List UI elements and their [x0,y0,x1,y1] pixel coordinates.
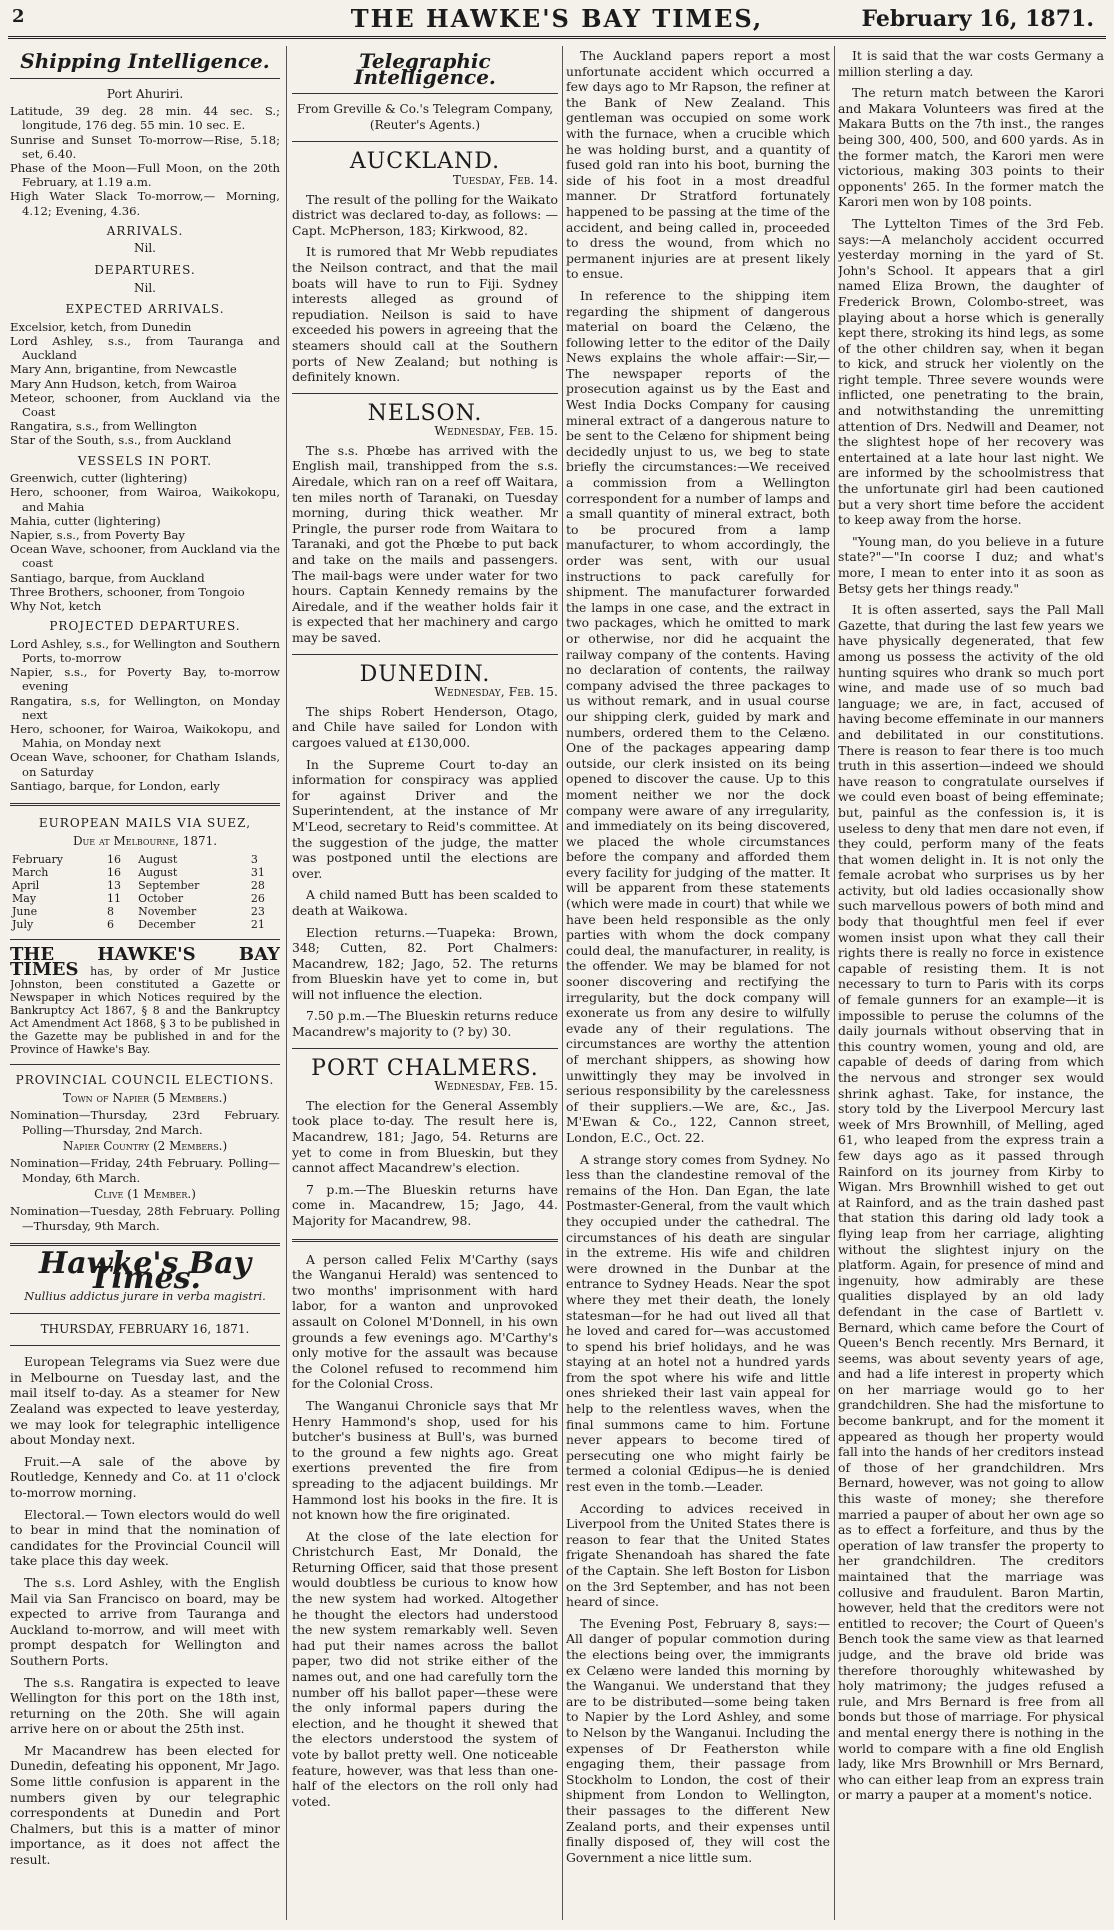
in-port-item: Santiago, barque, from Auckland [10,570,205,585]
dispatch-paragraph: Election returns.—Tuapeka: Brown, 348; Cutten, 82. Port Chalmers: Macandrew, 182; Jago, 52. The returns from Blueskin have yet to come in, but will not influence the election. [292,924,558,1002]
article-paragraph: The Wanganui Chronicle says that Mr Henry Hammond's shop, used for his butcher's business at Bull's, was burned to the ground a few nights ago. Great exertions prevented the fire from spreading to the adjacent buildings. Mr Hammond lost his books in the fire. It is not known how the fire originated. [292,1397,558,1523]
projected-item: Ocean Wave, schooner, for Chatham Islands, on Saturday [10,750,280,779]
projected-item: Santiago, barque, for London, early [10,778,220,793]
column-rule [286,46,287,1920]
table-row [10,853,280,866]
article-paragraph: The s.s. Lord Ashley, with the English Mail via San Francisco on board, may be expected to arrive from Tauranga and Auckland to-morrow, and will meet with prompt despatch for Wellington and Southern Ports. [10,1574,280,1668]
dispatch-date: Tuesday, Feb. 14. [452,171,558,187]
mail-day: 31 [250,866,265,880]
column-rule [834,46,835,1920]
in-port-item: Napier, s.s., from Poverty Bay [10,528,185,543]
notice-title: THE HAWKE'S BAY TIMES [10,944,280,981]
in-port-item: Mahia, cutter (lightering) [10,513,161,528]
departures-heading: DEPARTURES. [94,263,196,277]
mail-month: March [12,866,49,880]
paper-title: THE HAWKE'S BAY TIMES, [350,4,764,33]
election-text: Nomination—Friday, 24th February. Polling—Monday, 6th March. [10,1156,280,1185]
expected-item: Star of the South, s.s., from Auckland [10,433,232,448]
mail-month: June [12,905,38,919]
article-paragraph: At the close of the late election for Christchurch East, Mr Donald, the Returning Officer, said that those present would doubtless be curious to know how the new system had worked. Altogether he thought the electors had understood the new system remarkably well. Seven had put their names across the ballot paper, two did not strike either of the names out, and one had carefully torn the number off his ballot paper—these were the only informal papers during the election, and he thought it shewed that the electors understood the system of vote by ballot pretty well. One noticeable feature, however, was that less than one-half of the electors on the roll only had voted. [292,1528,558,1809]
table-row [10,905,280,918]
dispatch-paragraph: It is rumored that Mr Webb repudiates the Neilson contract, and that the mail boats will have to run to Fiji. Sydney interests alleged as ground of repudiation. Neilson is said to have exceeded his powers in agreeing that the steamers should call at the Southern ports of New Zealand; but nothing is definitely known. [292,244,558,385]
projected-heading: PROJECTED DEPARTURES. [49,619,241,634]
article-paragraph: The Evening Post, February 8, says:—All danger of popular commotion during the elections being over, the immigrants ex Celæno were landed this morning by the Wanganui. We understand that they are to be distributed—some being taken to Napier by the Lord Ashley, and some to Nelson by the Wanganui. Including the expenses of Dr Featherston while engaging them, their passage from Stockholm to London, the cost of their shipment from London to Wellington, their passages to the different New Zealand ports, and their expenses until finally disposed of, they will cost the Government a nice little sum. [566,1615,830,1865]
city-heading: DUNEDIN. [359,661,491,687]
masthead [0,0,1114,40]
table-row [10,866,280,879]
mail-day: 16 [106,866,121,880]
article-paragraph: According to advices received in Liverpool from the United States there is reason to fear that the United States frigate Shenandoah has shared the fate of the Captain. She left Boston for Lisbon on the 3rd September, and has not been heard of since. [566,1500,830,1610]
article-paragraph: A person called Felix M'Carthy (says the Wanganui Herald) was sentenced to two months' imprisonment with hard labor, for a wanton and unprovoked assault on Colonel M'Donnell, in his own grounds a few evenings ago. M'Carthy's only motive for the assault was because the Colonel refused to recommend him for the Colonial Cross. [292,1251,558,1392]
issue-date: February 16, 1871. [861,6,1094,32]
mail-month: July [12,918,34,932]
page-number: 2 [12,6,25,27]
mail-month: September [138,879,200,893]
mail-day: 21 [250,918,265,932]
city-heading: AUCKLAND. [349,149,501,175]
expected-item: Rangatira, s.s., from Wellington [10,419,197,434]
divider [292,654,558,655]
divider [10,1064,280,1065]
divider [10,78,280,79]
elections-heading: PROVINCIAL COUNCIL ELECTIONS. [15,1073,275,1088]
mail-month: October [138,892,184,906]
divider [292,141,558,142]
divider [10,1345,280,1346]
election-text: Nomination—Tuesday, 28th February. Polling—Thursday, 9th March. [10,1204,280,1233]
masthead-rule [8,36,1106,39]
dispatch-paragraph: The election for the General Assembly took place to-day. The result here is, Macandrew, 181; Jago, 54. Returns are yet to come in from Blueskin, but they cannot affect Macandrew's election. [292,1097,558,1176]
port-info: Phase of the Moon—Full Moon, on the 20th February, at 1.19 a.m. [10,161,280,190]
projected-item: Napier, s.s., for Poverty Bay, to-morrow evening [10,665,280,694]
column-rule [562,46,563,1920]
dispatch-paragraph: 7 p.m.—The Blueskin returns have come in. Macandrew, 15; Jago, 44. Majority for Macandrew, 98. [292,1181,558,1228]
divider [292,393,558,394]
column-2 [292,48,558,1920]
article-paragraph: "Young man, do you believe in a future state?"—"In coorse I duz; and what's more, I mean to enter into it as soon as Betsy gets her things ready." [838,533,1104,596]
port-info: High Water Slack To-morrow,— Morning, 4.12; Evening, 4.36. [10,189,280,218]
divider [10,803,280,806]
expected-heading: EXPECTED ARRIVALS. [65,302,225,317]
article-paragraph: The Lyttelton Times of the 3rd Feb. says:—A melancholy accident occurred yesterday morning in the yard of St. John's School. It appears that a girl named Eliza Brown, the daughter of Frederick Brown, Colombo-street, was playing about a horse which is generally kept there, stroking its hind legs, as some of the other children say, when it began to kick, and struck her violently on the right temple. Three severe wounds were inflicted, one penetrating to the brain, and notwithstanding the unremitting attention of Drs. Nedwill and Deamer, not the slightest hope of her recovery was entertained at a late hour last night. We are informed by the schoolmistress that the unfortunate girl had been cautioned but a very short time before the accident to keep away from the horse. [838,215,1104,528]
article-paragraph: In reference to the shipping item regarding the shipment of dangerous material on board the Celæno, the following letter to the editor of the Daily News explains the whole affair:—Sir,—The newspaper reports of the prosecution against us by the East and West India Docks Company for causing mineral extract of a dangerous nature to be sent to the Celæno for shipment being decidedly unjust to us, we beg to state briefly the circumstances:—We received a commission from a Wellington correspondent for a number of lamps and a small quantity of mineral extract, both to be procured from a lamp manufacturer, to whom accordingly, the order was sent, with our usual instructions to pack carefully for shipment. The manufacturer forwarded the lamps in one case, and the extract in two packages, which he omitted to mark or otherwise, nor did he acquaint the railway company of the contents. Having no declaration of contents, the railway company advised the three packages to us without remark, and in usual course our shipping clerk, guided by mark and numbers, ordered them to the Celæno. One of the packages appearing damp outside, our clerk insisted on its being opened to discover the cause. Up to this moment neither we nor the dock company were aware of any irregularity, and immediately on its being discovered, we placed the whole circumstances before the company and afforded them every facility for judging of the matter. It will be apparent from these statements (which were made in court) that while we have been held responsible as the only parties with whom the dock company could deal, the manufacturer, in reality, is the offender. We may be blamed for not sooner discovering and rectifying the irregularity, but the dock company will exonerate us from any desire to wilfully evade any of their regulations. The circumstances are worthy the attention of merchant shippers, as showing how unwittingly they may be involved in serious responsibility by the carelessness of their suppliers.—We are, &c., Jas. M'Ewan & Co., 122, Cannon street, London, E.C., Oct. 22. [566,287,830,1145]
article-paragraph: Electoral.— Town electors would do well to bear in mind that the nomination of candidates for the Provincial Council will take place this day week. [10,1506,280,1569]
dispatch-paragraph: The ships Robert Henderson, Otago, and Chile have sailed for London with cargoes valued at £130,000. [292,703,558,750]
mail-day: 26 [250,892,265,906]
divider [292,1048,558,1049]
dispatch-paragraph: 7.50 p.m.—The Blueskin returns reduce Macandrew's majority to (? by) 30. [292,1008,558,1040]
expected-item: Mary Ann, brigantine, from Newcastle [10,362,237,377]
table-row [10,918,280,931]
column-4 [838,48,1104,1920]
in-port-item: Why Not, ketch [10,599,102,614]
departures-nil: Nil. [134,280,156,295]
mail-month: May [12,892,37,906]
mail-month: February [12,853,63,867]
mail-day: 28 [250,879,265,893]
mail-month: August [138,866,178,880]
dispatch-date: Wednesday, Feb. 15. [434,684,558,700]
article-paragraph: The s.s. Rangatira is expected to leave Wellington for this port on the 18th inst, returning on the 20th. She will again arrive here on or about the 25th inst. [10,1674,280,1737]
divider [292,93,558,94]
divider [10,1313,280,1314]
mail-day: 6 [106,918,114,932]
expected-item: Meteor, schooner, from Auckland via the Coast [10,390,280,419]
mail-day: 16 [106,853,121,867]
table-row [10,879,280,892]
mail-month: April [12,879,40,893]
dispatch-paragraph: The result of the polling for the Waikato district was declared to-day, as follows: — Capt. McPherson, 183; Kirkwood, 82. [292,191,558,238]
dateline: THURSDAY, FEBRUARY 16, 1871. [40,1321,250,1336]
motto: Nullius addictus jurare in verba magistri. [24,1289,266,1304]
mail-day: 8 [106,905,114,919]
port-name: Port Ahuriri. [106,86,184,101]
city-heading: PORT CHALMERS. [311,1055,539,1081]
projected-item: Lord Ashley, s.s., for Wellington and Southern Ports, to-morrow [10,636,280,666]
newspaper-nameplate: Hawke's Bay Times. [38,1245,252,1297]
arrivals-heading: ARRIVALS. [106,223,184,238]
article-paragraph: A strange story comes from Sydney. No less than the clandestine removal of the remains of the Hon. Dan Egan, the late Postmaster-General, from the vault which they occupied under the cathedral. The circumstances of his death are singular in the extreme. His wife and children were drowned in the Dunbar at the entrance to Sydney Heads. Near the spot where they met their death, the lonely statesman—for he had out lived all that he loved and cared for—was accustomed to spend his brief holidays, and he was staying at an hotel not a hundred yards from the spot where his wife and little ones shrieked their last vain appeal for help to the relentless waves, when the final summons came to him. Fortune never appears to become tired of persecuting one who might fairly be termed a colonial Œdipus—he is denied rest even in the tomb.—Leader. [566,1151,830,1495]
mail-day: 23 [250,905,265,919]
expected-item: Lord Ashley, s.s., from Tauranga and Auckland [10,333,280,363]
dispatch-paragraph: The s.s. Phœbe has arrived with the English mail, transhipped from the s.s. Airedale, which ran on a reef off Waitara, ten miles north of Taranaki, on Tuesday morning, during thick weather. Mr Pringle, the purser rode from Waitara to Taranaki, and got the Phœbe to put back and take on the mails and passengers. The mail-bags were under water for two hours. Captain Kennedy remains by the Airedale, and if the weather holds fair it is expected that her machinery and cargo may be saved. [292,442,558,645]
projected-item: Hero, schooner, for Wairoa, Waikokopu, and Mahia, on Monday next [10,722,280,751]
election-title: Town of Napier (5 Members.) [62,1090,228,1105]
article-paragraph: European Telegrams via Suez were due in Melbourne on Tuesday last, and the mail itself to-day. As a steamer for New Zealand was expected to leave yesterday, we may look for telegraphic intelligence about Monday next. [10,1354,280,1448]
dispatch-paragraph: In the Supreme Court to-day an information for conspiracy was applied for against Driver and the Superintendent, at the instance of Mr M'Leod, secretary to Reid's committee. At the suggestion of the judge, the matter was postponed until the elections are over. [292,756,558,881]
article-paragraph: Fruit.—A sale of the above by Routledge, Kennedy and Co. at 11 o'clock to-morrow morning. [10,1453,280,1500]
mails-table [10,853,280,931]
dispatch-date: Wednesday, Feb. 15. [434,423,558,439]
arrivals-nil: Nil. [134,241,156,256]
article-paragraph: The Auckland papers report a most unfortunate accident which occurred a few days ago to Mr Rapson, the refiner at the Bank of New Zealand. This gentleman was occupied on some work with the furnace, when a crucible which he was holding burst, and a quantity of fused gold ran into his boot, burning the side of his foot in a most dreadful manner. Dr Stratford fortunately happened to be passing at the time of the accident, and being called in, proceeded to dress the wound, from which no permanent injuries are at present likely to ensue. [566,48,830,282]
shipping-heading: Shipping Intelligence. [20,49,270,73]
mail-day: 3 [250,853,258,867]
mail-day: 11 [106,892,121,906]
in-port-heading: VESSELS IN PORT. [77,453,213,468]
mail-month: November [138,905,197,919]
article-paragraph: The return match between the Karori and Makara Volunteers was fired at the Makara Butts on the 7th inst., the ranges being 300, 400, 500, and 600 yards. As in the former match, the Karori men were victorious, making 303 points to their opponents' 265. In the former match the Karori men won by 108 points. [838,85,1104,210]
in-port-item: Three Brothers, schooner, from Tongoio [10,584,245,599]
column-3 [566,48,830,1920]
dispatch-paragraph: A child named Butt has been scalded to death at Waikowa. [292,887,558,918]
divider [10,939,280,940]
article-paragraph: It is often asserted, says the Pall Mall Gazette, that during the last few years we have physically degenerated, that few among us possess the activity of the old hunting squires who drank so much port wine, and made use of so much bad language; we are, in fact, accused of having become effeminate in our manners and debilitated in our constitutions. There is reason to fear there is too much truth in this assertion—indeed we should have reason to congratulate ourselves if we could even boast of being effeminate; but, painful as the confession is, it is useless to deny that men dare not even, if they could, perform many of the feats that women delight in. It is not only the female acrobat who surprises us by her activity, but old ladies occasionally show such marvellous powers of both mind and body that thoughtful men feel if ever women insist upon what they call their rights there is really no force in existence capable of resisting them. It is not necessary to turn to Paris with its corps of female gunners for an example—it is impossible to peruse the columns of the daily journals without observing that in this country women, young and old, are capable of deeds of daring from which the nervous and stronger sex would shrink aghast. Take, for instance, the story told by the Liverpool Mercury last week of Mrs Brownhill, of Melling, aged 61, who leaped from the express train a few days ago as it passed through Rainford on its journey from Kirby to Wigan. Mrs Brownhill wished to get out at Rainford, and as the train dashed past that station this daring old lady took a flying leap from her carriage, alighting without the slightest injury on the platform. Again, for presence of mind and ingenuity, how admirably are these qualities displayed by an old lady defendant in the case of Bartlett v. Bernard, which came before the Court of Queen's Bench recently. Mrs Bernard, it seems, was about seventy years of age, and had a life interest in property which on her marriage would go to her grandchildren. She had the misfortune to become bankrupt, and for the moment it appeared as though her property would fall into the hands of her creditors instead of those of her grandchildren. Mrs Bernard, however, was not going to allow this waste of money; she therefore married a pauper of about her own age so as to effect a forfeiture, and thus by the operation of law transfer the property to her grandchildren. The creditors maintained that the marriage was collusive and fraudulent. Baron Martin, however, held that the creditors were not entitled to recover; the Court of Queen's Bench took the same view as that learned judge, and the brave old bride was therefore thoroughly whitewashed by holy matrimony; the judges refused a rule, and Mrs Bernard is free from all bonds but those of marriage. For physical and mental energy there is nothing in the world to compare with a fine old English lady, like Mrs Brownhill or Mrs Bernard, who can either leap from an express train or marry a pauper at a moment's notice. [838,602,1104,1803]
mails-heading: EUROPEAN MAILS VIA SUEZ, [38,816,252,831]
mail-day: 13 [106,879,121,893]
dispatch-date: Wednesday, Feb. 15. [434,1078,558,1094]
column-1 [10,48,280,1920]
telegraphic-heading: Telegraphic Intelligence. [354,49,496,89]
city-heading: NELSON. [367,400,483,426]
mail-month: December [138,918,196,932]
article-paragraph: It is said that the war costs Germany a million sterling a day. [838,48,1104,79]
gazette-notice [10,944,280,1057]
port-info: Sunrise and Sunset To-morrow—Rise, 5.18; set, 6.40. [10,132,280,161]
election-title: Napier Country (2 Members.) [62,1138,228,1153]
mails-subheading: Due at Melbourne, 1871. [72,833,218,848]
mail-month: August [138,853,178,867]
projected-item: Rangatira, s.s, for Wellington, on Monday next [10,693,280,722]
in-port-item: Ocean Wave, schooner, from Auckland via the coast [10,542,280,571]
expected-item: Mary Ann Hudson, ketch, from Wairoa [10,376,237,391]
divider [292,1239,558,1242]
election-title: Clive (1 Member.) [94,1186,196,1201]
in-port-item: Hero, schooner, from Wairoa, Waikokopu, and Mahia [10,485,280,514]
table-row [10,892,280,905]
notice-text: has, by order of Mr Justice Johnston, been constituted a Gazette or Newspaper in which Notices required by the Bankruptcy Act 1867, § 8 and the Bankruptcy Act Amendment Act 1868, § 3 to be published in the Gazette may be published in and for the Province of Hawke's Bay. [10,965,280,1057]
election-text: Nomination—Thursday, 23rd February. Polling—Thursday, 2nd March. [10,1108,280,1137]
in-port-item: Greenwich, cutter (lightering) [10,471,188,486]
telegram-source: From Greville & Co.'s Telegram Company, (Reuter's Agents.) [296,102,554,132]
expected-item: Excelsior, ketch, from Dunedin [10,319,192,334]
article-paragraph: Mr Macandrew has been elected for Dunedin, defeating his opponent, Mr Jago. Some little confusion is apparent in the numbers given by our telegraphic correspondents at Dunedin and Port Chalmers, but this is a matter of minor importance, as it does not affect the result. [10,1742,280,1868]
port-info: Latitude, 39 deg. 28 min. 44 sec. S.; longitude, 176 deg. 55 min. 10 sec. E. [10,104,280,133]
